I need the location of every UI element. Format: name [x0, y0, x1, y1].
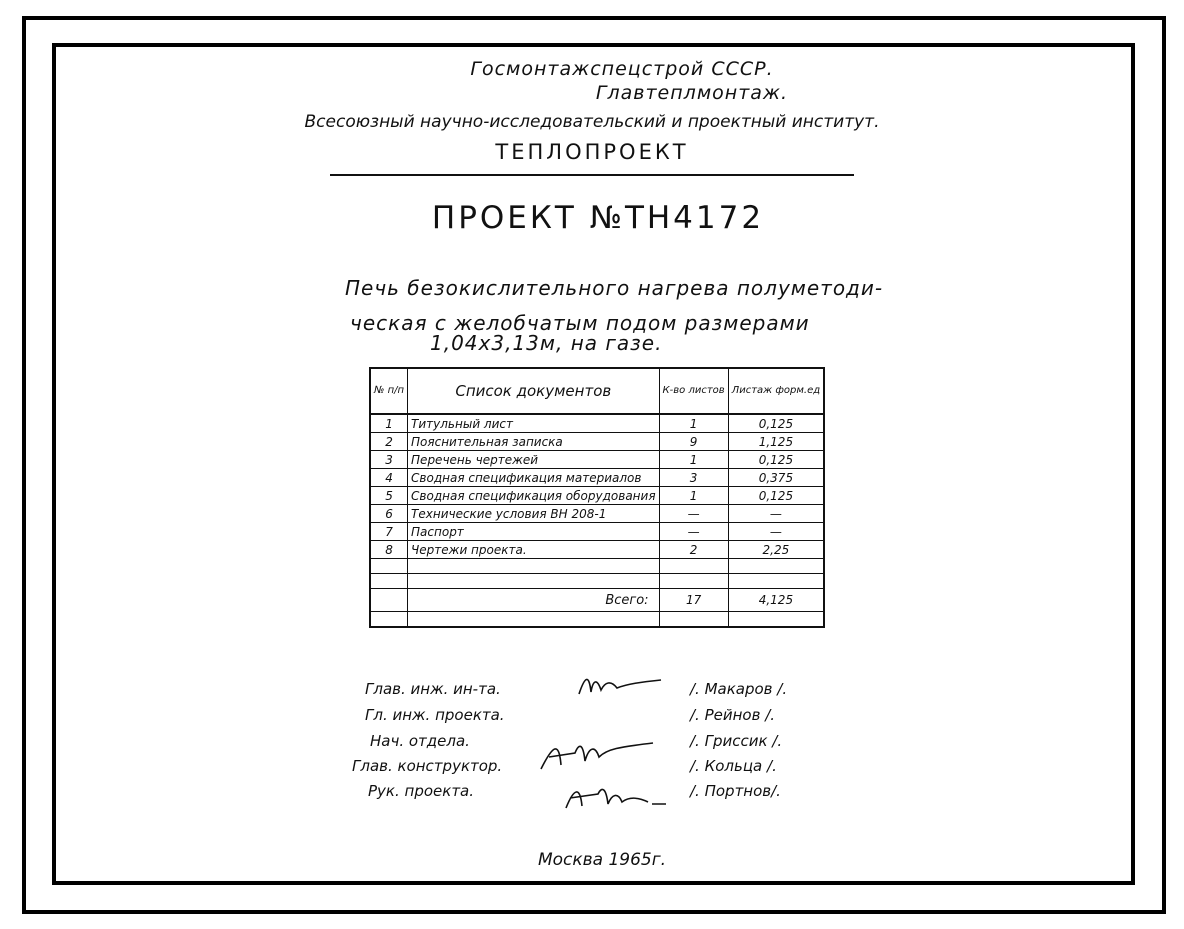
- table-row: [370, 451, 824, 469]
- row-sheet-count: 2: [659, 541, 728, 559]
- header-divider: [330, 174, 854, 176]
- row-format-units: —: [728, 505, 824, 523]
- documents-table: [369, 367, 825, 628]
- empty-cell: [728, 559, 824, 574]
- table-empty-row: [370, 612, 824, 628]
- city-year: Москва 1965г.: [537, 850, 667, 870]
- table-row: [370, 414, 824, 433]
- row-sheet-count: 3: [659, 469, 728, 487]
- row-number: 7: [370, 523, 408, 541]
- project-title-line-1: Печь безокислительного нагрева полуметоди-: [345, 276, 884, 300]
- signer-name-grissik: /. Гриссик /.: [690, 732, 783, 750]
- org-department: Главтеплмонтаж.: [595, 82, 789, 104]
- signer-name-reinov: /. Рейнов /.: [690, 706, 776, 724]
- signer-role-chief-engineer-institute: Глав. инж. ин-та.: [365, 680, 501, 698]
- project-number: ПРОЕКТ №ТН4172: [431, 200, 765, 236]
- signer-name-makarov: /. Макаров /.: [690, 680, 788, 698]
- row-sheet-count: 1: [659, 487, 728, 505]
- row-sheet-count: 1: [659, 451, 728, 469]
- row-document-name: Пояснительная записка: [408, 433, 660, 451]
- empty-cell: [659, 612, 728, 628]
- total-sheet-count: 17: [659, 589, 728, 612]
- row-format-units: 2,25: [728, 541, 824, 559]
- signer-role-chief-designer: Глав. конструктор.: [352, 757, 503, 775]
- row-document-name: Паспорт: [408, 523, 660, 541]
- empty-cell: [370, 612, 408, 628]
- project-title-line-3: 1,04х3,13м, на газе.: [430, 331, 663, 355]
- empty-cell: [728, 612, 824, 628]
- empty-cell: [728, 574, 824, 589]
- empty-cell: [408, 612, 660, 628]
- institute-name: ТЕПЛОПРОЕКТ: [495, 140, 689, 164]
- empty-cell: [408, 574, 660, 589]
- row-number: 6: [370, 505, 408, 523]
- header-format-units: Листаж форм.ед: [728, 368, 824, 414]
- empty-cell: [370, 574, 408, 589]
- row-number: 3: [370, 451, 408, 469]
- row-sheet-count: —: [659, 505, 728, 523]
- empty-cell: [659, 574, 728, 589]
- row-document-name: Титульный лист: [408, 414, 660, 433]
- table-header-row: [370, 368, 824, 414]
- empty-cell: [659, 559, 728, 574]
- table-empty-row: [370, 559, 824, 574]
- row-number: 1: [370, 414, 408, 433]
- table-empty-row: [370, 574, 824, 589]
- total-format-units: 4,125: [728, 589, 824, 612]
- header-document-list: Список документов: [408, 368, 660, 414]
- header-sheet-count: К-во листов: [659, 368, 728, 414]
- row-format-units: 0,125: [728, 487, 824, 505]
- row-number: 8: [370, 541, 408, 559]
- signer-role-department-head: Нач. отдела.: [370, 732, 470, 750]
- org-institute-description: Всесоюзный научно-исследовательский и проектный институт.: [304, 112, 880, 132]
- signer-role-project-manager: Рук. проекта.: [368, 782, 475, 800]
- table-row: [370, 523, 824, 541]
- header-number: № п/п: [370, 368, 408, 414]
- row-format-units: 0,125: [728, 451, 824, 469]
- row-format-units: 0,125: [728, 414, 824, 433]
- empty-cell: [408, 559, 660, 574]
- signature-scribble-2: [535, 735, 660, 775]
- row-sheet-count: 9: [659, 433, 728, 451]
- signature-scribble-3: [560, 780, 670, 815]
- signer-name-portnov: /. Портнов/.: [690, 782, 781, 800]
- signature-scribble-1: [575, 670, 665, 700]
- table-row: [370, 505, 824, 523]
- row-sheet-count: 1: [659, 414, 728, 433]
- empty-cell: [370, 559, 408, 574]
- signer-role-chief-engineer-project: Гл. инж. проекта.: [365, 706, 505, 724]
- table-row: [370, 469, 824, 487]
- row-number: 4: [370, 469, 408, 487]
- row-format-units: 0,375: [728, 469, 824, 487]
- row-format-units: —: [728, 523, 824, 541]
- row-sheet-count: —: [659, 523, 728, 541]
- row-document-name: Перечень чертежей: [408, 451, 660, 469]
- total-label: Всего:: [408, 589, 660, 612]
- empty-cell: [370, 589, 408, 612]
- row-format-units: 1,125: [728, 433, 824, 451]
- row-number: 2: [370, 433, 408, 451]
- table-row: [370, 541, 824, 559]
- row-document-name: Технические условия ВН 208-1: [408, 505, 660, 523]
- row-number: 5: [370, 487, 408, 505]
- table-row: [370, 487, 824, 505]
- table-row: [370, 433, 824, 451]
- org-ministry: Госмонтажспецстрой СССР.: [470, 58, 774, 80]
- table-total-row: [370, 589, 824, 612]
- row-document-name: Чертежи проекта.: [408, 541, 660, 559]
- row-document-name: Сводная спецификация оборудования: [408, 487, 660, 505]
- row-document-name: Сводная спецификация материалов: [408, 469, 660, 487]
- project-title-line-2: ческая с желобчатым подом размерами: [350, 311, 810, 335]
- signer-name-koltsa: /. Кольца /.: [690, 757, 777, 775]
